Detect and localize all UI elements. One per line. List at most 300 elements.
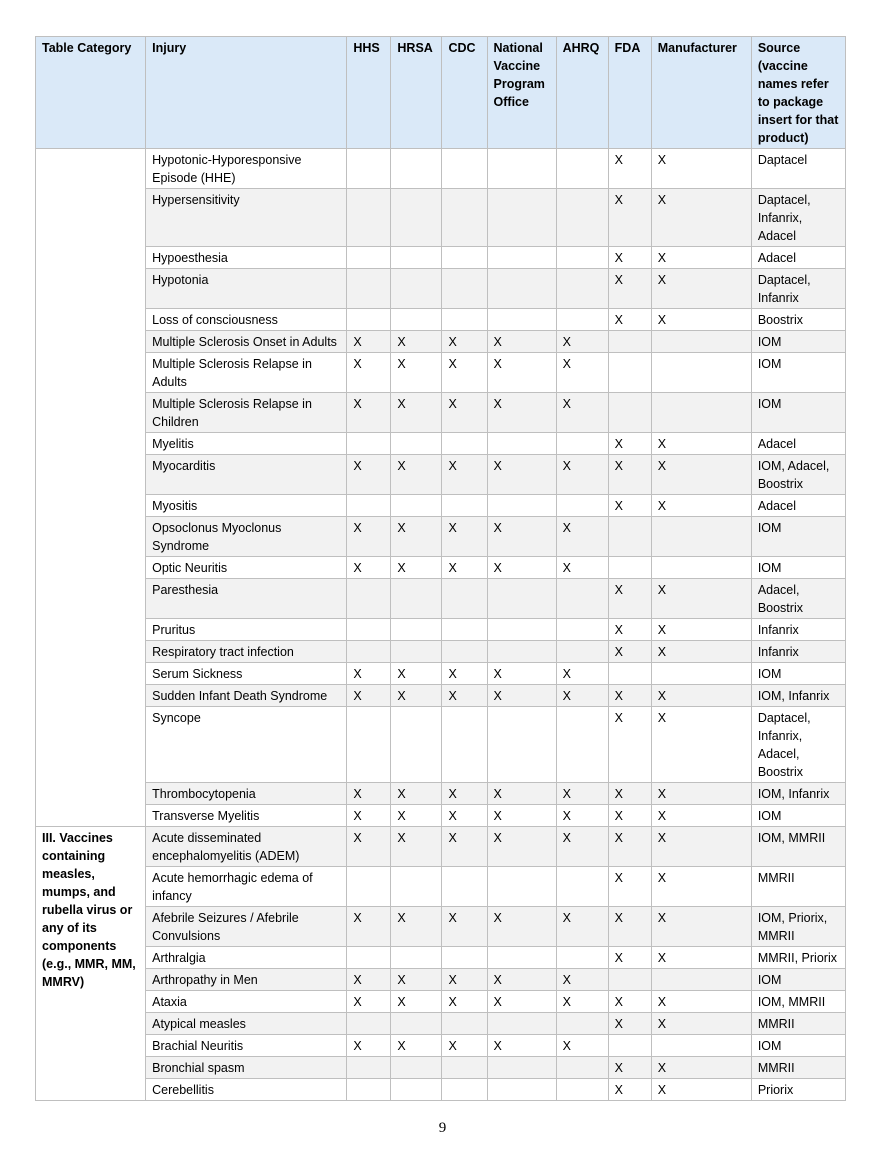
source-cell: IOM — [751, 663, 845, 685]
mark-cell — [651, 517, 751, 557]
mark-cell: X — [391, 907, 442, 947]
table-row — [36, 495, 846, 517]
mark-cell: X — [608, 269, 651, 309]
mark-cell: X — [442, 907, 487, 947]
mark-cell — [391, 269, 442, 309]
table-body — [36, 149, 846, 1101]
mark-cell — [556, 867, 608, 907]
column-header: National Vaccine Program Office — [487, 37, 556, 149]
mark-cell — [391, 433, 442, 455]
injury-cell: Arthralgia — [146, 947, 347, 969]
injury-cell: Myositis — [146, 495, 347, 517]
mark-cell: X — [608, 685, 651, 707]
injury-cell: Hypotonia — [146, 269, 347, 309]
table-row — [36, 579, 846, 619]
injury-cell: Respiratory tract infection — [146, 641, 347, 663]
mark-cell — [442, 189, 487, 247]
table-row — [36, 149, 846, 189]
mark-cell: X — [556, 685, 608, 707]
mark-cell — [442, 707, 487, 783]
injury-cell: Serum Sickness — [146, 663, 347, 685]
mark-cell: X — [608, 707, 651, 783]
source-cell: IOM — [751, 1035, 845, 1057]
mark-cell: X — [391, 557, 442, 579]
mark-cell — [442, 149, 487, 189]
injury-cell: Acute disseminated encephalomyelitis (ADEM) — [146, 827, 347, 867]
mark-cell: X — [556, 331, 608, 353]
mark-cell: X — [391, 517, 442, 557]
source-cell: Adacel — [751, 247, 845, 269]
mark-cell: X — [347, 991, 391, 1013]
table-row — [36, 663, 846, 685]
mark-cell: X — [347, 907, 391, 947]
mark-cell — [347, 433, 391, 455]
mark-cell: X — [442, 685, 487, 707]
mark-cell: X — [487, 685, 556, 707]
mark-cell: X — [556, 969, 608, 991]
mark-cell: X — [391, 805, 442, 827]
source-cell: Boostrix — [751, 309, 845, 331]
source-cell: Adacel — [751, 433, 845, 455]
mark-cell: X — [651, 309, 751, 331]
mark-cell — [556, 619, 608, 641]
mark-cell — [442, 579, 487, 619]
mark-cell — [651, 1035, 751, 1057]
table-row — [36, 1057, 846, 1079]
source-cell: Daptacel, Infanrix, Adacel, Boostrix — [751, 707, 845, 783]
mark-cell: X — [556, 353, 608, 393]
mark-cell — [347, 641, 391, 663]
mark-cell: X — [487, 783, 556, 805]
table-row — [36, 309, 846, 331]
mark-cell — [651, 969, 751, 991]
mark-cell: X — [651, 149, 751, 189]
mark-cell: X — [442, 393, 487, 433]
mark-cell: X — [651, 707, 751, 783]
mark-cell — [556, 641, 608, 663]
injury-cell: Loss of consciousness — [146, 309, 347, 331]
mark-cell: X — [556, 393, 608, 433]
mark-cell — [442, 867, 487, 907]
column-header: HRSA — [391, 37, 442, 149]
mark-cell: X — [391, 783, 442, 805]
mark-cell: X — [442, 331, 487, 353]
mark-cell — [347, 1057, 391, 1079]
injury-cell: Pruritus — [146, 619, 347, 641]
mark-cell: X — [391, 969, 442, 991]
mark-cell: X — [651, 947, 751, 969]
mark-cell: X — [487, 1035, 556, 1057]
mark-cell: X — [651, 619, 751, 641]
mark-cell: X — [347, 969, 391, 991]
mark-cell — [347, 619, 391, 641]
mark-cell: X — [347, 455, 391, 495]
mark-cell — [442, 947, 487, 969]
mark-cell: X — [347, 331, 391, 353]
injury-cell: Myocarditis — [146, 455, 347, 495]
mark-cell — [442, 1013, 487, 1035]
mark-cell: X — [556, 805, 608, 827]
mark-cell: X — [556, 557, 608, 579]
mark-cell: X — [651, 867, 751, 907]
mark-cell: X — [608, 1079, 651, 1101]
mark-cell: X — [442, 557, 487, 579]
mark-cell: X — [556, 663, 608, 685]
mark-cell: X — [391, 827, 442, 867]
mark-cell: X — [487, 805, 556, 827]
mark-cell: X — [608, 433, 651, 455]
mark-cell: X — [651, 827, 751, 867]
mark-cell: X — [347, 805, 391, 827]
table-row — [36, 641, 846, 663]
injury-cell: Multiple Sclerosis Relapse in Adults — [146, 353, 347, 393]
mark-cell: X — [347, 783, 391, 805]
mark-cell: X — [347, 557, 391, 579]
mark-cell — [487, 269, 556, 309]
table-row — [36, 619, 846, 641]
mark-cell: X — [487, 331, 556, 353]
mark-cell: X — [487, 969, 556, 991]
injury-cell: Multiple Sclerosis Relapse in Children — [146, 393, 347, 433]
mark-cell: X — [487, 557, 556, 579]
mark-cell — [347, 1079, 391, 1101]
mark-cell — [391, 1013, 442, 1035]
injury-cell: Hypotonic-Hyporesponsive Episode (HHE) — [146, 149, 347, 189]
mark-cell: X — [347, 393, 391, 433]
mark-cell: X — [608, 947, 651, 969]
mark-cell — [442, 495, 487, 517]
mark-cell: X — [608, 455, 651, 495]
table-row — [36, 247, 846, 269]
mark-cell: X — [487, 517, 556, 557]
table-row — [36, 969, 846, 991]
mark-cell — [487, 495, 556, 517]
mark-cell: X — [442, 517, 487, 557]
source-cell: IOM, MMRII — [751, 991, 845, 1013]
mark-cell: X — [608, 619, 651, 641]
mark-cell: X — [347, 663, 391, 685]
mark-cell — [347, 269, 391, 309]
mark-cell — [442, 247, 487, 269]
mark-cell — [556, 947, 608, 969]
mark-cell: X — [487, 827, 556, 867]
table-row — [36, 1035, 846, 1057]
source-cell: Daptacel — [751, 149, 845, 189]
mark-cell: X — [608, 1013, 651, 1035]
table-row — [36, 805, 846, 827]
mark-cell: X — [556, 907, 608, 947]
category-cell — [36, 149, 146, 827]
mark-cell: X — [608, 495, 651, 517]
injury-table — [35, 36, 846, 1101]
mark-cell — [487, 1079, 556, 1101]
mark-cell — [487, 579, 556, 619]
mark-cell — [487, 641, 556, 663]
mark-cell — [391, 947, 442, 969]
injury-cell: Multiple Sclerosis Onset in Adults — [146, 331, 347, 353]
source-cell: IOM — [751, 517, 845, 557]
injury-cell: Paresthesia — [146, 579, 347, 619]
table-row — [36, 331, 846, 353]
source-cell: Infanrix — [751, 619, 845, 641]
mark-cell — [391, 189, 442, 247]
mark-cell: X — [391, 663, 442, 685]
table-row — [36, 433, 846, 455]
mark-cell — [556, 1079, 608, 1101]
mark-cell — [347, 309, 391, 331]
mark-cell: X — [608, 783, 651, 805]
mark-cell: X — [608, 149, 651, 189]
injury-cell: Cerebellitis — [146, 1079, 347, 1101]
mark-cell — [556, 579, 608, 619]
column-header: HHS — [347, 37, 391, 149]
mark-cell: X — [608, 579, 651, 619]
source-cell: IOM — [751, 393, 845, 433]
mark-cell — [556, 269, 608, 309]
mark-cell: X — [391, 331, 442, 353]
mark-cell: X — [442, 353, 487, 393]
source-cell: IOM, MMRII — [751, 827, 845, 867]
mark-cell: X — [556, 455, 608, 495]
mark-cell — [487, 189, 556, 247]
column-header: Manufacturer — [651, 37, 751, 149]
mark-cell: X — [556, 827, 608, 867]
mark-cell: X — [442, 969, 487, 991]
mark-cell: X — [608, 991, 651, 1013]
injury-cell: Hypersensitivity — [146, 189, 347, 247]
mark-cell: X — [608, 907, 651, 947]
injury-cell: Arthropathy in Men — [146, 969, 347, 991]
mark-cell: X — [651, 805, 751, 827]
mark-cell — [442, 641, 487, 663]
mark-cell — [347, 1013, 391, 1035]
mark-cell — [391, 309, 442, 331]
mark-cell — [487, 247, 556, 269]
mark-cell: X — [651, 1013, 751, 1035]
mark-cell — [556, 495, 608, 517]
mark-cell: X — [608, 867, 651, 907]
mark-cell — [487, 149, 556, 189]
source-cell: MMRII — [751, 1057, 845, 1079]
table-row — [36, 1013, 846, 1035]
source-cell: IOM — [751, 557, 845, 579]
mark-cell: X — [651, 247, 751, 269]
mark-cell: X — [651, 641, 751, 663]
table-row — [36, 947, 846, 969]
mark-cell — [391, 247, 442, 269]
column-header: Source (vaccine names refer to package insert for that product) — [751, 37, 845, 149]
mark-cell: X — [608, 247, 651, 269]
source-cell: Daptacel, Infanrix, Adacel — [751, 189, 845, 247]
mark-cell — [391, 619, 442, 641]
table-header-row — [36, 37, 846, 149]
mark-cell: X — [651, 783, 751, 805]
table-row — [36, 907, 846, 947]
table-row — [36, 455, 846, 495]
table-row — [36, 707, 846, 783]
injury-cell: Optic Neuritis — [146, 557, 347, 579]
injury-cell: Opsoclonus Myoclonus Syndrome — [146, 517, 347, 557]
column-header: FDA — [608, 37, 651, 149]
source-cell: MMRII, Priorix — [751, 947, 845, 969]
page-number: 9 — [438, 1120, 447, 1136]
mark-cell: X — [347, 827, 391, 867]
mark-cell — [442, 1057, 487, 1079]
mark-cell — [442, 269, 487, 309]
mark-cell — [391, 1057, 442, 1079]
source-cell: Daptacel, Infanrix — [751, 269, 845, 309]
mark-cell: X — [556, 783, 608, 805]
mark-cell — [442, 619, 487, 641]
mark-cell — [347, 947, 391, 969]
injury-cell: Sudden Infant Death Syndrome — [146, 685, 347, 707]
injury-cell: Myelitis — [146, 433, 347, 455]
mark-cell: X — [608, 189, 651, 247]
table-row — [36, 269, 846, 309]
source-cell: IOM — [751, 353, 845, 393]
mark-cell — [487, 1057, 556, 1079]
mark-cell — [391, 641, 442, 663]
table-row — [36, 189, 846, 247]
source-cell: Adacel, Boostrix — [751, 579, 845, 619]
mark-cell — [487, 707, 556, 783]
source-cell: IOM, Adacel, Boostrix — [751, 455, 845, 495]
mark-cell: X — [651, 455, 751, 495]
mark-cell: X — [347, 517, 391, 557]
source-cell: Infanrix — [751, 641, 845, 663]
mark-cell — [651, 331, 751, 353]
mark-cell — [651, 663, 751, 685]
injury-cell: Bronchial spasm — [146, 1057, 347, 1079]
mark-cell: X — [391, 455, 442, 495]
mark-cell: X — [487, 353, 556, 393]
mark-cell: X — [347, 353, 391, 393]
category-cell: III. Vaccines containing measles, mumps, and rubella virus or any of its components (e.g., MMR, MM, MMRV) — [36, 827, 146, 1101]
mark-cell: X — [487, 991, 556, 1013]
mark-cell: X — [391, 393, 442, 433]
mark-cell — [442, 309, 487, 331]
table-row — [36, 1079, 846, 1101]
mark-cell — [651, 393, 751, 433]
mark-cell: X — [442, 783, 487, 805]
mark-cell: X — [651, 991, 751, 1013]
injury-cell: Ataxia — [146, 991, 347, 1013]
source-cell: MMRII — [751, 1013, 845, 1035]
mark-cell: X — [487, 393, 556, 433]
mark-cell — [391, 495, 442, 517]
table-row — [36, 783, 846, 805]
mark-cell — [487, 947, 556, 969]
mark-cell — [556, 189, 608, 247]
mark-cell — [347, 579, 391, 619]
mark-cell — [608, 517, 651, 557]
mark-cell: X — [556, 517, 608, 557]
mark-cell — [556, 1013, 608, 1035]
source-cell: IOM, Priorix, MMRII — [751, 907, 845, 947]
mark-cell — [347, 149, 391, 189]
mark-cell — [608, 331, 651, 353]
mark-cell — [487, 433, 556, 455]
mark-cell: X — [487, 663, 556, 685]
table-row — [36, 867, 846, 907]
source-cell: IOM — [751, 969, 845, 991]
mark-cell: X — [651, 269, 751, 309]
mark-cell — [391, 579, 442, 619]
mark-cell — [347, 247, 391, 269]
injury-cell: Brachial Neuritis — [146, 1035, 347, 1057]
mark-cell: X — [608, 827, 651, 867]
injury-cell: Hypoesthesia — [146, 247, 347, 269]
mark-cell — [608, 663, 651, 685]
table-row — [36, 517, 846, 557]
mark-cell: X — [651, 433, 751, 455]
mark-cell: X — [442, 805, 487, 827]
mark-cell: X — [651, 907, 751, 947]
mark-cell: X — [651, 1057, 751, 1079]
injury-cell: Syncope — [146, 707, 347, 783]
mark-cell — [556, 433, 608, 455]
mark-cell — [556, 309, 608, 331]
mark-cell — [347, 707, 391, 783]
mark-cell: X — [442, 827, 487, 867]
source-cell: MMRII — [751, 867, 845, 907]
mark-cell: X — [608, 805, 651, 827]
mark-cell — [556, 1057, 608, 1079]
injury-cell: Thrombocytopenia — [146, 783, 347, 805]
mark-cell — [487, 867, 556, 907]
mark-cell — [651, 557, 751, 579]
mark-cell: X — [391, 991, 442, 1013]
mark-cell: X — [608, 1057, 651, 1079]
mark-cell: X — [487, 455, 556, 495]
mark-cell — [391, 707, 442, 783]
mark-cell: X — [651, 579, 751, 619]
source-cell: IOM — [751, 331, 845, 353]
mark-cell: X — [651, 189, 751, 247]
mark-cell: X — [442, 455, 487, 495]
mark-cell: X — [651, 495, 751, 517]
source-cell: IOM, Infanrix — [751, 783, 845, 805]
mark-cell — [487, 309, 556, 331]
source-cell: IOM, Infanrix — [751, 685, 845, 707]
mark-cell: X — [442, 991, 487, 1013]
mark-cell — [608, 393, 651, 433]
column-header: Injury — [146, 37, 347, 149]
mark-cell — [608, 1035, 651, 1057]
mark-cell: X — [442, 1035, 487, 1057]
mark-cell: X — [651, 685, 751, 707]
mark-cell: X — [608, 309, 651, 331]
injury-cell: Transverse Myelitis — [146, 805, 347, 827]
column-header: CDC — [442, 37, 487, 149]
mark-cell — [608, 353, 651, 393]
mark-cell — [347, 189, 391, 247]
mark-cell: X — [608, 641, 651, 663]
injury-cell: Acute hemorrhagic edema of infancy — [146, 867, 347, 907]
table-row — [36, 685, 846, 707]
mark-cell — [487, 619, 556, 641]
injury-cell: Afebrile Seizures / Afebrile Convulsions — [146, 907, 347, 947]
mark-cell: X — [347, 1035, 391, 1057]
mark-cell — [556, 707, 608, 783]
table-row — [36, 393, 846, 433]
mark-cell — [556, 149, 608, 189]
table-row — [36, 557, 846, 579]
mark-cell — [556, 247, 608, 269]
mark-cell — [487, 1013, 556, 1035]
table-row — [36, 353, 846, 393]
mark-cell: X — [391, 685, 442, 707]
